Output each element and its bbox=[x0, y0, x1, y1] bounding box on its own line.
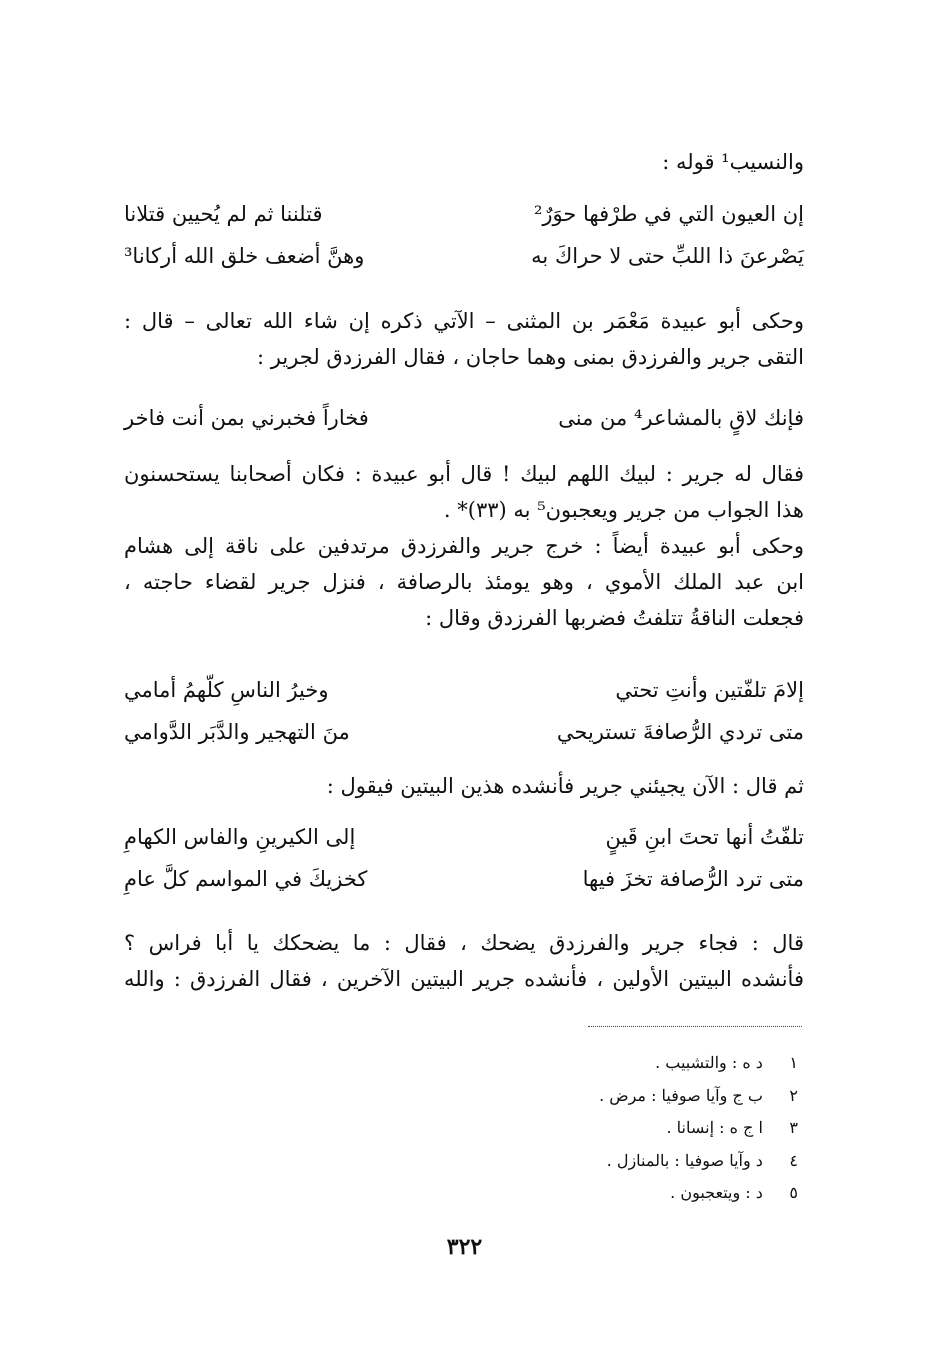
text-line: ابن عبد الملك الأموي ، وهو يومئذ بالرصافة ، فنزل جرير لقضاء حاجته ، bbox=[124, 570, 804, 594]
hemistich-first: متى تردي الرُّصافةَ تستريحي bbox=[556, 720, 804, 744]
footnote-divider bbox=[588, 1026, 802, 1027]
paragraph-4 bbox=[124, 925, 804, 997]
text-line: ثم قال : الآن يجيئني جرير فأنشده هذين البيتين فيقول : bbox=[326, 774, 804, 798]
footnote-number: ٤ bbox=[789, 1151, 798, 1170]
poem3-verse bbox=[124, 715, 804, 749]
footnote-number: ٣ bbox=[789, 1118, 798, 1137]
hemistich-second: وخيرُ الناسِ كلّهمُ أمامي bbox=[124, 678, 329, 702]
text-line: قال : فجاء جرير والفرزدق يضحك ، فقال : ما يضحكك يا أبا فراس ؟ bbox=[124, 931, 804, 955]
footnote bbox=[378, 1115, 798, 1141]
hemistich-first: متى ترد الرُّصافة تخزَ فيها bbox=[582, 867, 804, 891]
footnote-number: ٢ bbox=[789, 1086, 798, 1105]
footnote-text: د ه : والتشبيب . bbox=[655, 1053, 763, 1072]
text-line: فقال له جرير : لبيك اللهم لبيك ! قال أبو عبيدة : فكان أصحابنا يستحسنون bbox=[124, 462, 804, 486]
hemistich-second: كخزيكَ في المواسم كلَّ عامِ bbox=[124, 867, 368, 891]
poem1-verse bbox=[124, 197, 804, 231]
poem4-verse bbox=[124, 862, 804, 896]
footnote-text: د وآيا صوفيا : بالمنازل . bbox=[606, 1151, 763, 1170]
hemistich-second: منَ التهجير والدَّبَر الدَّوامي bbox=[124, 720, 350, 744]
hemistich-first: فإنك لاقٍ بالمشاعر⁴ من منى bbox=[558, 406, 804, 430]
verse-2 bbox=[124, 401, 804, 435]
footnote bbox=[378, 1083, 798, 1109]
footnote-text: د : ويتعجبون . bbox=[670, 1183, 763, 1202]
paragraph-2 bbox=[124, 456, 804, 636]
hemistich-first: يَصْرعنَ ذا اللبِّ حتى لا حراكَ به bbox=[531, 244, 804, 268]
paragraph-1 bbox=[124, 303, 804, 375]
text-line: والنسيب¹ قوله : bbox=[662, 150, 804, 174]
text-line: وحكى أبو عبيدة مَعْمَر بن المثنى – الآتي ذكره إن شاء الله تعالى – قال : bbox=[124, 309, 804, 333]
poem1-verse bbox=[124, 239, 804, 273]
hemistich-first: إن العيون التي في طرْفها حوَرٌ² bbox=[533, 202, 804, 226]
footnote bbox=[378, 1148, 798, 1174]
hemistich-first: تلفّتُ أنها تحتَ ابنِ قَينٍ bbox=[605, 825, 804, 849]
footnote-number: ١ bbox=[789, 1053, 798, 1072]
text-line: وحكى أبو عبيدة أيضاً : خرج جرير والفرزدق مرتدفين على ناقة إلى هشام bbox=[124, 534, 804, 558]
paragraph-3 bbox=[124, 768, 804, 804]
text-line: فأنشده البيتين الأولين ، فأنشده جرير البيتين الآخرين ، فقال الفرزدق : والله bbox=[124, 967, 804, 991]
footnote-number: ٥ bbox=[789, 1183, 798, 1202]
text-line: فجعلت الناقةُ تتلفتُ فضربها الفرزدق وقال : bbox=[425, 606, 804, 630]
poem3-verse bbox=[124, 673, 804, 707]
hemistich-second: إلى الكيرينِ والفاس الكهامِ bbox=[124, 825, 356, 849]
footnote-text: ا ج ه : إنسانا . bbox=[666, 1118, 763, 1137]
footnote-text: ب ج وآيا صوفيا : مرض . bbox=[599, 1086, 763, 1105]
page-number: ٣٢٢ bbox=[446, 1234, 483, 1260]
text-line: التقى جرير والفرزدق بمنى وهما حاجان ، فقال الفرزدق لجرير : bbox=[257, 345, 804, 369]
footnote bbox=[378, 1180, 798, 1206]
poem4-verse bbox=[124, 820, 804, 854]
hemistich-second: قتلننا ثم لم يُحيين قتلانا bbox=[124, 202, 323, 226]
hemistich-second: وهنَّ أضعف خلق الله أركانا³ bbox=[124, 244, 365, 268]
hemistich-first: إلامَ تلفّتين وأنتِ تحتي bbox=[615, 678, 804, 702]
hemistich-second: فخاراً فخبرني بمن أنت فاخر bbox=[124, 406, 369, 430]
footnote bbox=[378, 1050, 798, 1076]
intro-text bbox=[124, 144, 804, 180]
text-line: هذا الجواب من جرير ويعجبون⁵ به (٣٣)* . bbox=[443, 498, 804, 522]
